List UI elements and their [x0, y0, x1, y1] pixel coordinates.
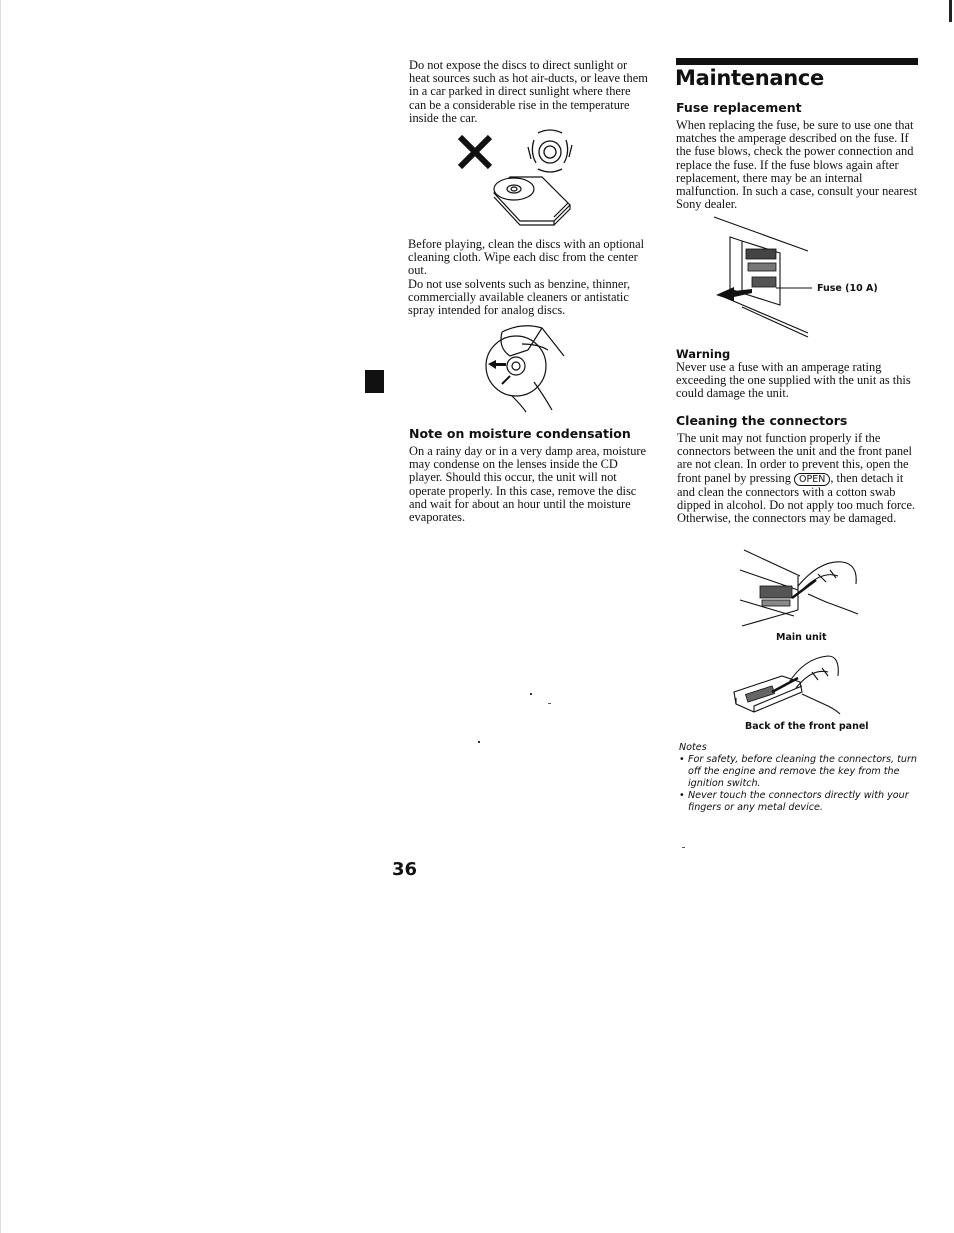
open-key: OPEN [794, 473, 830, 486]
fuse-block-icon [746, 249, 776, 287]
connectors-heading: Cleaning the connectors [676, 413, 848, 428]
page-number: 36 [392, 859, 418, 880]
note-item: • For safety, before cleaning the connectors, turn off the engine and remove the key from the ignition switch. [679, 754, 919, 790]
main-unit-cleaning-illustration [738, 540, 862, 632]
connectors-text: The unit may not function properly if the connectors between the unit and the front panel are not clean. In order to prevent this, open the front panel by pressing OPEN , then detach it and clean the connectors with a cotton swab dipped in alcohol. Do not apply too much force. Otherwise, the connectors may be damaged. [677, 431, 916, 526]
notes-heading: Notes [679, 742, 707, 753]
fuse-illustration [712, 213, 812, 338]
speck [478, 741, 480, 743]
sun-icon [528, 130, 572, 172]
title-rule [676, 58, 918, 65]
disc-stack-icon [494, 177, 570, 225]
notes-section [679, 742, 919, 814]
fuse-text: When replacing the fuse, be sure to use one that matches the amperage described on the fuse. If the fuse blows, check the power connection and replace the fuse. If the fuse blows again after replacement, there may be an internal malfunction. In such a case, consult your nearest Sony dealer. [676, 118, 918, 212]
prohibited-x-icon [460, 137, 490, 167]
speck [530, 693, 532, 695]
right-edge-mark [949, 0, 952, 22]
section-marker [365, 370, 384, 393]
front-panel-caption: Back of the front panel [745, 721, 869, 732]
speck [548, 703, 551, 704]
disc-wiping-illustration [482, 322, 572, 414]
fuse-pull-arrow-icon [716, 287, 752, 301]
page-title: Maintenance [675, 66, 824, 90]
speck [682, 847, 685, 848]
note-item: • Never touch the connectors directly with your fingers or any metal device. [679, 790, 919, 814]
sunlight-warning-text: Do not expose the discs to direct sunlight or heat sources such as hot air-ducts, or leave them in a car parked in direct sunlight where there can be a considerable rise in the temperature inside the car. [409, 58, 648, 125]
fuse-heading: Fuse replacement [676, 100, 802, 115]
notes-list [679, 754, 919, 814]
left-edge-line [0, 0, 1, 1233]
disc-cleaning-text: Before playing, clean the discs with an optional cleaning cloth. Wipe each disc from the center out. Do not use solvents such as benzine, thinner, commercially available cleaners or antistatic spray intended for analog discs. [408, 237, 645, 318]
warning-text: Never use a fuse with an amperage rating exceeding the one supplied with the unit as this could damage the unit. [676, 360, 911, 401]
front-panel-cleaning-illustration [732, 652, 844, 720]
connector-slot-icon [760, 586, 792, 606]
fuse-caption: Fuse (10 A) [817, 283, 878, 294]
moisture-text: On a rainy day or in a very damp area, moisture may condense on the lenses inside the CD player. Should this occur, the unit will not operate properly. In this case, remove the disc and wait for about an hour until the moisture evaporates. [409, 444, 647, 525]
disc-sunlight-illustration [450, 125, 580, 230]
main-unit-caption: Main unit [776, 632, 827, 643]
warning-heading: Warning [676, 347, 731, 361]
moisture-heading: Note on moisture condensation [409, 426, 631, 441]
